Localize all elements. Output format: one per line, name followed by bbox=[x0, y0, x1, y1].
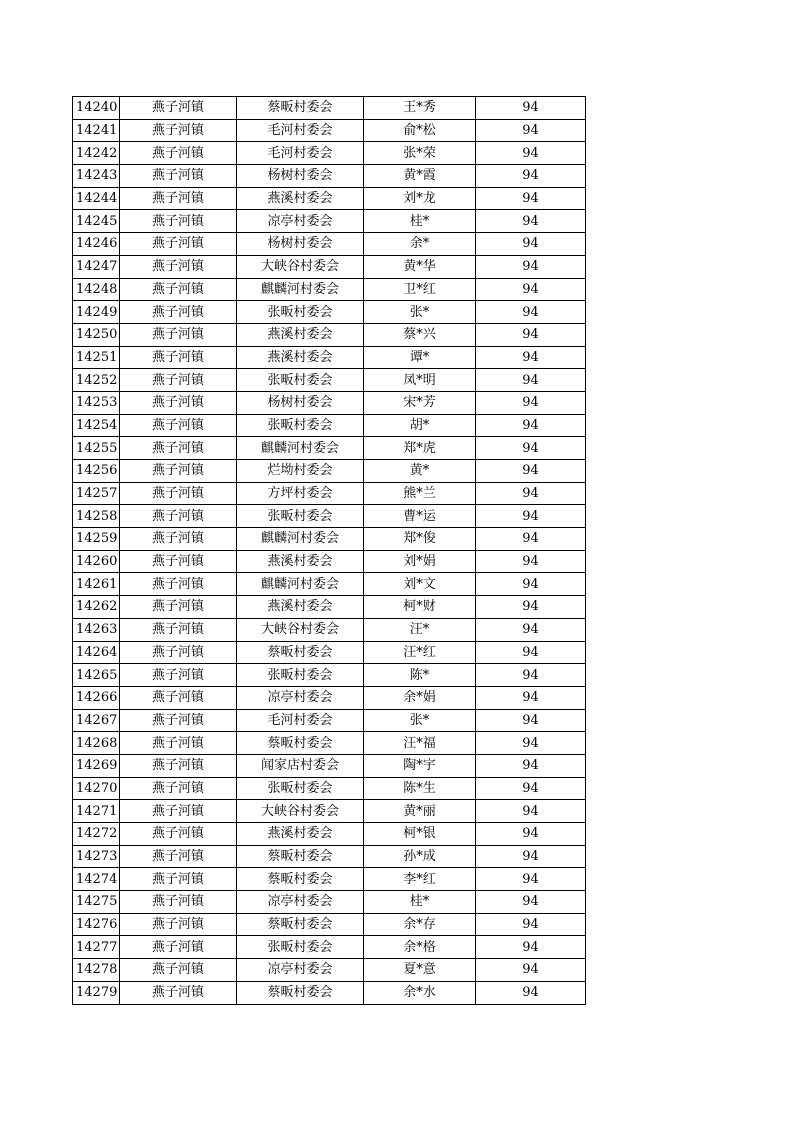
score-cell: 94 bbox=[476, 323, 586, 346]
village-committee-cell: 大峡谷村委会 bbox=[237, 800, 364, 823]
village-committee-cell: 毛河村委会 bbox=[237, 119, 364, 142]
person-name-cell: 黄* bbox=[364, 460, 476, 483]
town-cell: 燕子河镇 bbox=[120, 165, 237, 188]
row-number-cell: 14250 bbox=[73, 323, 120, 346]
table-row bbox=[73, 165, 586, 188]
score-cell: 94 bbox=[476, 391, 586, 414]
village-committee-cell: 张畈村委会 bbox=[237, 414, 364, 437]
table-row bbox=[73, 777, 586, 800]
person-name-cell: 凤*明 bbox=[364, 369, 476, 392]
town-cell: 燕子河镇 bbox=[120, 255, 237, 278]
person-name-cell: 柯*银 bbox=[364, 823, 476, 846]
table-row bbox=[73, 573, 586, 596]
row-number-cell: 14271 bbox=[73, 800, 120, 823]
score-cell: 94 bbox=[476, 596, 586, 619]
town-cell: 燕子河镇 bbox=[120, 119, 237, 142]
town-cell: 燕子河镇 bbox=[120, 550, 237, 573]
village-committee-cell: 毛河村委会 bbox=[237, 709, 364, 732]
person-name-cell: 余*水 bbox=[364, 981, 476, 1004]
row-number-cell: 14240 bbox=[73, 97, 120, 120]
score-cell: 94 bbox=[476, 233, 586, 256]
person-name-cell: 卫*红 bbox=[364, 278, 476, 301]
row-number-cell: 14252 bbox=[73, 369, 120, 392]
row-number-cell: 14247 bbox=[73, 255, 120, 278]
village-committee-cell: 大峡谷村委会 bbox=[237, 618, 364, 641]
person-name-cell: 张*荣 bbox=[364, 142, 476, 165]
score-cell: 94 bbox=[476, 97, 586, 120]
row-number-cell: 14255 bbox=[73, 437, 120, 460]
table-row bbox=[73, 618, 586, 641]
table-row bbox=[73, 664, 586, 687]
score-cell: 94 bbox=[476, 278, 586, 301]
row-number-cell: 14254 bbox=[73, 414, 120, 437]
person-name-cell: 谭* bbox=[364, 346, 476, 369]
table-row bbox=[73, 505, 586, 528]
village-committee-cell: 麒麟河村委会 bbox=[237, 528, 364, 551]
person-name-cell: 陈*生 bbox=[364, 777, 476, 800]
score-cell: 94 bbox=[476, 482, 586, 505]
score-cell: 94 bbox=[476, 528, 586, 551]
score-cell: 94 bbox=[476, 981, 586, 1004]
score-cell: 94 bbox=[476, 346, 586, 369]
village-committee-cell: 张畈村委会 bbox=[237, 936, 364, 959]
person-name-cell: 黄*华 bbox=[364, 255, 476, 278]
table-row bbox=[73, 187, 586, 210]
town-cell: 燕子河镇 bbox=[120, 437, 237, 460]
score-cell: 94 bbox=[476, 187, 586, 210]
score-cell: 94 bbox=[476, 823, 586, 846]
person-name-cell: 余*娟 bbox=[364, 686, 476, 709]
town-cell: 燕子河镇 bbox=[120, 732, 237, 755]
town-cell: 燕子河镇 bbox=[120, 187, 237, 210]
score-cell: 94 bbox=[476, 754, 586, 777]
table-row bbox=[73, 255, 586, 278]
score-cell: 94 bbox=[476, 414, 586, 437]
village-committee-cell: 凉亭村委会 bbox=[237, 891, 364, 914]
score-cell: 94 bbox=[476, 210, 586, 233]
table-row bbox=[73, 210, 586, 233]
table-row bbox=[73, 414, 586, 437]
person-name-cell: 汪*红 bbox=[364, 641, 476, 664]
row-number-cell: 14259 bbox=[73, 528, 120, 551]
row-number-cell: 14279 bbox=[73, 981, 120, 1004]
town-cell: 燕子河镇 bbox=[120, 777, 237, 800]
table-row bbox=[73, 641, 586, 664]
town-cell: 燕子河镇 bbox=[120, 618, 237, 641]
table-row bbox=[73, 278, 586, 301]
person-name-cell: 陈* bbox=[364, 664, 476, 687]
town-cell: 燕子河镇 bbox=[120, 97, 237, 120]
table-row bbox=[73, 550, 586, 573]
village-committee-cell: 蔡畈村委会 bbox=[237, 641, 364, 664]
score-cell: 94 bbox=[476, 369, 586, 392]
score-cell: 94 bbox=[476, 800, 586, 823]
score-cell: 94 bbox=[476, 460, 586, 483]
table-row bbox=[73, 754, 586, 777]
person-name-cell: 曹*运 bbox=[364, 505, 476, 528]
person-name-cell: 黄*霞 bbox=[364, 165, 476, 188]
town-cell: 燕子河镇 bbox=[120, 414, 237, 437]
row-number-cell: 14263 bbox=[73, 618, 120, 641]
village-committee-cell: 烂坳村委会 bbox=[237, 460, 364, 483]
village-committee-cell: 张畈村委会 bbox=[237, 505, 364, 528]
row-number-cell: 14261 bbox=[73, 573, 120, 596]
town-cell: 燕子河镇 bbox=[120, 868, 237, 891]
person-name-cell: 夏*意 bbox=[364, 959, 476, 982]
town-cell: 燕子河镇 bbox=[120, 460, 237, 483]
score-cell: 94 bbox=[476, 255, 586, 278]
town-cell: 燕子河镇 bbox=[120, 596, 237, 619]
table-row bbox=[73, 142, 586, 165]
row-number-cell: 14277 bbox=[73, 936, 120, 959]
table-row bbox=[73, 981, 586, 1004]
person-name-cell: 余* bbox=[364, 233, 476, 256]
village-committee-cell: 杨树村委会 bbox=[237, 233, 364, 256]
table-row bbox=[73, 936, 586, 959]
village-committee-cell: 蔡畈村委会 bbox=[237, 868, 364, 891]
table-row bbox=[73, 732, 586, 755]
person-name-cell: 余*格 bbox=[364, 936, 476, 959]
town-cell: 燕子河镇 bbox=[120, 391, 237, 414]
score-cell: 94 bbox=[476, 845, 586, 868]
village-committee-cell: 张畈村委会 bbox=[237, 369, 364, 392]
score-cell: 94 bbox=[476, 119, 586, 142]
row-number-cell: 14269 bbox=[73, 754, 120, 777]
town-cell: 燕子河镇 bbox=[120, 301, 237, 324]
person-name-cell: 宋*芳 bbox=[364, 391, 476, 414]
person-name-cell: 汪* bbox=[364, 618, 476, 641]
town-cell: 燕子河镇 bbox=[120, 573, 237, 596]
person-name-cell: 孙*成 bbox=[364, 845, 476, 868]
row-number-cell: 14258 bbox=[73, 505, 120, 528]
score-cell: 94 bbox=[476, 913, 586, 936]
table-row bbox=[73, 686, 586, 709]
person-name-cell: 熊*兰 bbox=[364, 482, 476, 505]
village-committee-cell: 麒麟河村委会 bbox=[237, 573, 364, 596]
village-committee-cell: 蔡畈村委会 bbox=[237, 97, 364, 120]
village-committee-cell: 燕溪村委会 bbox=[237, 187, 364, 210]
town-cell: 燕子河镇 bbox=[120, 482, 237, 505]
table-body bbox=[73, 97, 586, 1005]
score-cell: 94 bbox=[476, 641, 586, 664]
table-row bbox=[73, 482, 586, 505]
row-number-cell: 14267 bbox=[73, 709, 120, 732]
person-name-cell: 张* bbox=[364, 301, 476, 324]
data-table bbox=[72, 96, 586, 1005]
row-number-cell: 14266 bbox=[73, 686, 120, 709]
town-cell: 燕子河镇 bbox=[120, 845, 237, 868]
person-name-cell: 王*秀 bbox=[364, 97, 476, 120]
person-name-cell: 郑*俊 bbox=[364, 528, 476, 551]
table-row bbox=[73, 119, 586, 142]
village-committee-cell: 张畈村委会 bbox=[237, 301, 364, 324]
town-cell: 燕子河镇 bbox=[120, 913, 237, 936]
village-committee-cell: 麒麟河村委会 bbox=[237, 437, 364, 460]
table-row bbox=[73, 800, 586, 823]
village-committee-cell: 燕溪村委会 bbox=[237, 550, 364, 573]
row-number-cell: 14248 bbox=[73, 278, 120, 301]
table-row bbox=[73, 346, 586, 369]
table-row bbox=[73, 233, 586, 256]
village-committee-cell: 大峡谷村委会 bbox=[237, 255, 364, 278]
village-committee-cell: 蔡畈村委会 bbox=[237, 732, 364, 755]
town-cell: 燕子河镇 bbox=[120, 664, 237, 687]
table-row bbox=[73, 959, 586, 982]
table-row bbox=[73, 528, 586, 551]
village-committee-cell: 毛河村委会 bbox=[237, 142, 364, 165]
village-committee-cell: 蔡畈村委会 bbox=[237, 913, 364, 936]
person-name-cell: 刘*娟 bbox=[364, 550, 476, 573]
table-row bbox=[73, 369, 586, 392]
village-committee-cell: 燕溪村委会 bbox=[237, 346, 364, 369]
person-name-cell: 汪*福 bbox=[364, 732, 476, 755]
town-cell: 燕子河镇 bbox=[120, 369, 237, 392]
village-committee-cell: 闻家店村委会 bbox=[237, 754, 364, 777]
row-number-cell: 14260 bbox=[73, 550, 120, 573]
village-committee-cell: 张畈村委会 bbox=[237, 777, 364, 800]
score-cell: 94 bbox=[476, 505, 586, 528]
person-name-cell: 刘*文 bbox=[364, 573, 476, 596]
score-cell: 94 bbox=[476, 550, 586, 573]
town-cell: 燕子河镇 bbox=[120, 754, 237, 777]
score-cell: 94 bbox=[476, 777, 586, 800]
row-number-cell: 14243 bbox=[73, 165, 120, 188]
person-name-cell: 俞*松 bbox=[364, 119, 476, 142]
person-name-cell: 张* bbox=[364, 709, 476, 732]
row-number-cell: 14244 bbox=[73, 187, 120, 210]
table-row bbox=[73, 391, 586, 414]
row-number-cell: 14253 bbox=[73, 391, 120, 414]
village-committee-cell: 蔡畈村委会 bbox=[237, 981, 364, 1004]
row-number-cell: 14262 bbox=[73, 596, 120, 619]
score-cell: 94 bbox=[476, 165, 586, 188]
score-cell: 94 bbox=[476, 709, 586, 732]
town-cell: 燕子河镇 bbox=[120, 346, 237, 369]
row-number-cell: 14276 bbox=[73, 913, 120, 936]
town-cell: 燕子河镇 bbox=[120, 505, 237, 528]
row-number-cell: 14268 bbox=[73, 732, 120, 755]
row-number-cell: 14241 bbox=[73, 119, 120, 142]
row-number-cell: 14274 bbox=[73, 868, 120, 891]
village-committee-cell: 杨树村委会 bbox=[237, 165, 364, 188]
row-number-cell: 14245 bbox=[73, 210, 120, 233]
row-number-cell: 14265 bbox=[73, 664, 120, 687]
score-cell: 94 bbox=[476, 301, 586, 324]
score-cell: 94 bbox=[476, 573, 586, 596]
village-committee-cell: 麒麟河村委会 bbox=[237, 278, 364, 301]
row-number-cell: 14257 bbox=[73, 482, 120, 505]
village-committee-cell: 凉亭村委会 bbox=[237, 686, 364, 709]
row-number-cell: 14278 bbox=[73, 959, 120, 982]
score-cell: 94 bbox=[476, 868, 586, 891]
town-cell: 燕子河镇 bbox=[120, 641, 237, 664]
person-name-cell: 余*存 bbox=[364, 913, 476, 936]
table-row bbox=[73, 323, 586, 346]
row-number-cell: 14249 bbox=[73, 301, 120, 324]
village-committee-cell: 燕溪村委会 bbox=[237, 823, 364, 846]
score-cell: 94 bbox=[476, 437, 586, 460]
row-number-cell: 14246 bbox=[73, 233, 120, 256]
score-cell: 94 bbox=[476, 142, 586, 165]
table-row bbox=[73, 97, 586, 120]
score-cell: 94 bbox=[476, 936, 586, 959]
score-cell: 94 bbox=[476, 891, 586, 914]
town-cell: 燕子河镇 bbox=[120, 823, 237, 846]
row-number-cell: 14273 bbox=[73, 845, 120, 868]
town-cell: 燕子河镇 bbox=[120, 233, 237, 256]
person-name-cell: 桂* bbox=[364, 210, 476, 233]
row-number-cell: 14264 bbox=[73, 641, 120, 664]
village-committee-cell: 杨树村委会 bbox=[237, 391, 364, 414]
town-cell: 燕子河镇 bbox=[120, 210, 237, 233]
town-cell: 燕子河镇 bbox=[120, 686, 237, 709]
table-row bbox=[73, 460, 586, 483]
town-cell: 燕子河镇 bbox=[120, 959, 237, 982]
person-name-cell: 蔡*兴 bbox=[364, 323, 476, 346]
village-committee-cell: 燕溪村委会 bbox=[237, 596, 364, 619]
person-name-cell: 郑*虎 bbox=[364, 437, 476, 460]
town-cell: 燕子河镇 bbox=[120, 142, 237, 165]
town-cell: 燕子河镇 bbox=[120, 936, 237, 959]
score-cell: 94 bbox=[476, 618, 586, 641]
town-cell: 燕子河镇 bbox=[120, 278, 237, 301]
row-number-cell: 14275 bbox=[73, 891, 120, 914]
person-name-cell: 黄*丽 bbox=[364, 800, 476, 823]
person-name-cell: 桂* bbox=[364, 891, 476, 914]
person-name-cell: 陶*宇 bbox=[364, 754, 476, 777]
row-number-cell: 14242 bbox=[73, 142, 120, 165]
table-row bbox=[73, 823, 586, 846]
table-row bbox=[73, 868, 586, 891]
village-committee-cell: 方坪村委会 bbox=[237, 482, 364, 505]
village-committee-cell: 凉亭村委会 bbox=[237, 959, 364, 982]
table-row bbox=[73, 301, 586, 324]
row-number-cell: 14251 bbox=[73, 346, 120, 369]
town-cell: 燕子河镇 bbox=[120, 800, 237, 823]
table-row bbox=[73, 891, 586, 914]
score-cell: 94 bbox=[476, 686, 586, 709]
row-number-cell: 14270 bbox=[73, 777, 120, 800]
table-row bbox=[73, 913, 586, 936]
person-name-cell: 李*红 bbox=[364, 868, 476, 891]
row-number-cell: 14272 bbox=[73, 823, 120, 846]
town-cell: 燕子河镇 bbox=[120, 709, 237, 732]
village-committee-cell: 张畈村委会 bbox=[237, 664, 364, 687]
town-cell: 燕子河镇 bbox=[120, 528, 237, 551]
table-row bbox=[73, 437, 586, 460]
score-cell: 94 bbox=[476, 732, 586, 755]
town-cell: 燕子河镇 bbox=[120, 323, 237, 346]
village-committee-cell: 凉亭村委会 bbox=[237, 210, 364, 233]
table-row bbox=[73, 845, 586, 868]
score-cell: 94 bbox=[476, 664, 586, 687]
row-number-cell: 14256 bbox=[73, 460, 120, 483]
town-cell: 燕子河镇 bbox=[120, 981, 237, 1004]
person-name-cell: 刘*龙 bbox=[364, 187, 476, 210]
score-cell: 94 bbox=[476, 959, 586, 982]
table-row bbox=[73, 709, 586, 732]
person-name-cell: 胡* bbox=[364, 414, 476, 437]
person-name-cell: 柯*财 bbox=[364, 596, 476, 619]
village-committee-cell: 燕溪村委会 bbox=[237, 323, 364, 346]
village-committee-cell: 蔡畈村委会 bbox=[237, 845, 364, 868]
table-row bbox=[73, 596, 586, 619]
town-cell: 燕子河镇 bbox=[120, 891, 237, 914]
